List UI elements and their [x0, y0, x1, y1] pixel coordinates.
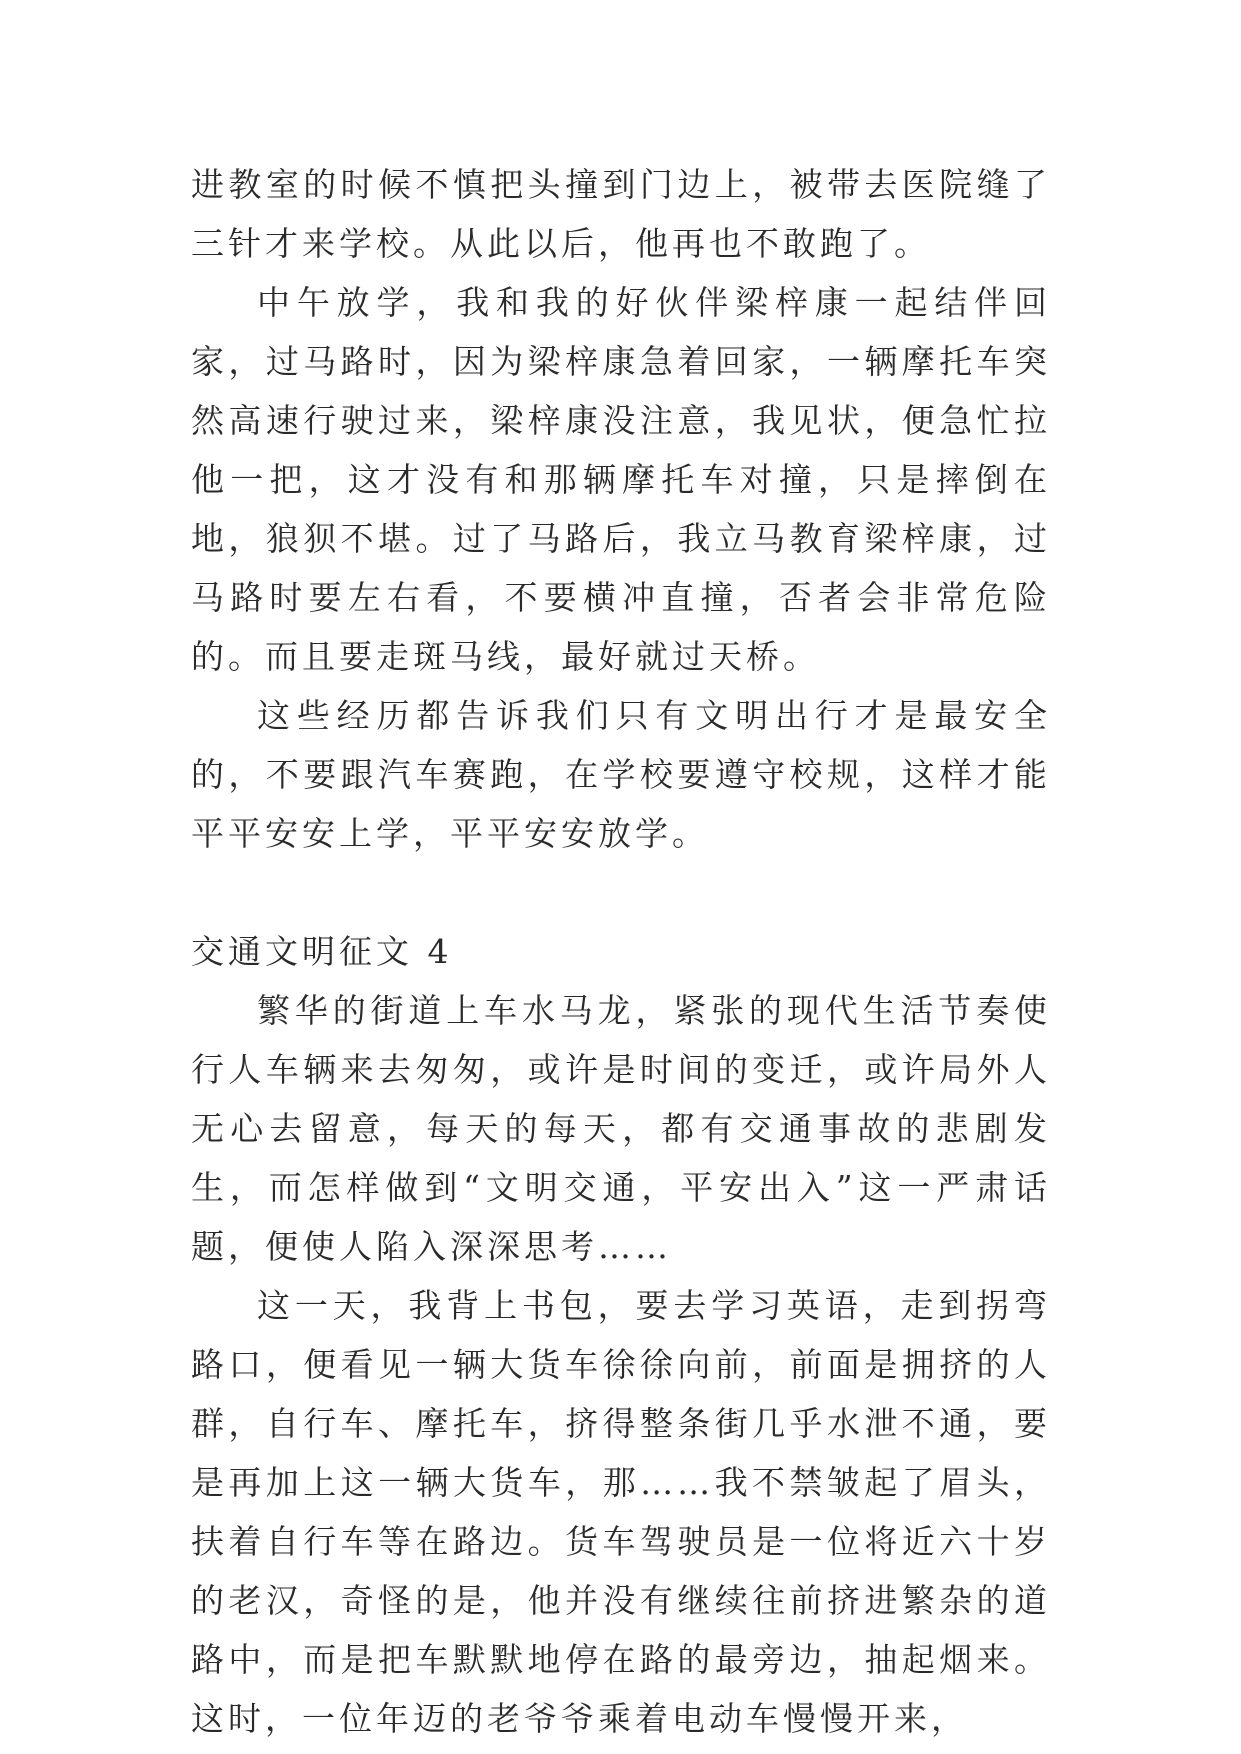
paragraph-truck-story: 这一天，我背上书包，要去学习英语，走到拐弯路口，便看见一辆大货车徐徐向前，前面是拥挤的人群，自行车、摩托车，挤得整条街几乎水泄不通，要是再加上这一辆大货车，那……我不禁皱起了眉头，扶着自行车等在路边。货车驾驶员是一位将近六十岁的老汉，奇怪的是，他并没有继续往前挤进繁杂的道路中，而是把车默默地停在路的最旁边，抽起烟来。这时，一位年迈的老爷爷乘着电动车慢慢开来， [191, 1286, 1051, 1738]
paragraph-conclusion: 这些经历都告诉我们只有文明出行才是最安全的，不要跟汽车赛跑，在学校要遵守校规，这样才能平平安安上学，平平安安放学。 [191, 696, 1051, 853]
paragraph-lunch-walk: 中午放学，我和我的好伙伴梁梓康一起结伴回家，过马路时，因为梁梓康急着回家，一辆摩托车突然高速行驶过来，梁梓康没注意，我见状，便急忙拉他一把，这才没有和那辆摩托车对撞，只是摔倒在地，狼狈不堪。过了马路后，我立马教育梁梓康，过马路时要左右看，不要横冲直撞，否者会非常危险的。而且要走斑马线，最好就过天桥。 [191, 283, 1051, 676]
paragraph-busy-street: 繁华的街道上车水马龙，紧张的现代生活节奏使行人车辆来去匆匆，或许是时间的变迁，或许局外人无心去留意，每天的每天，都有交通事故的悲剧发生，而怎样做到“文明交通，平安出入”这一严肃话题，便使人陷入深深思考…… [191, 991, 1051, 1266]
paragraph-continuation: 进教室的时候不慎把头撞到门边上，被带去医院缝了三针才来学校。从此以后，他再也不敢跑了。 [191, 165, 1051, 263]
section-title: 交通文明征文 4 [191, 932, 453, 971]
document-body [191, 155, 1051, 1748]
